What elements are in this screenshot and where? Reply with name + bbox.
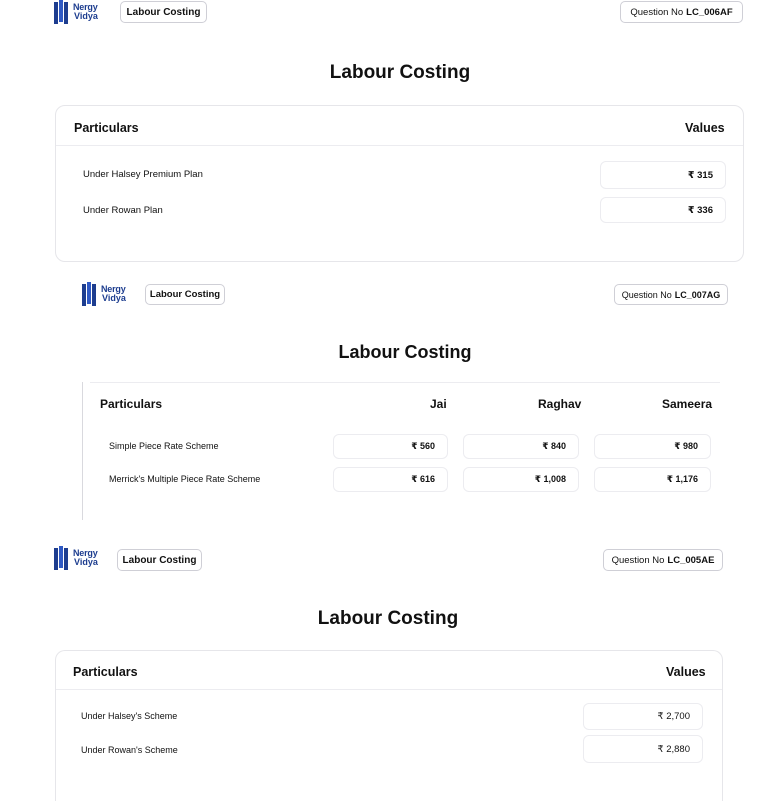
value-field-raghav-simple[interactable]: ₹ 840 — [463, 434, 579, 459]
row-label-merrick: Merrick's Multiple Piece Rate Scheme — [109, 474, 261, 484]
question-id: LC_005AE — [667, 554, 715, 566]
tag-labour-costing[interactable]: Labour Costing — [145, 284, 225, 305]
header-divider — [56, 145, 743, 146]
question-prefix: Question No — [611, 554, 665, 566]
nergy-vidya-logo[interactable] — [54, 0, 98, 24]
row-label-halsey-scheme: Under Halsey's Scheme — [81, 711, 178, 721]
value-field-halsey-scheme[interactable]: ₹ 2,700 — [583, 703, 703, 730]
header-jai: Jai — [430, 397, 447, 411]
row-label-rowan: Under Rowan Plan — [83, 205, 163, 216]
header-raghav: Raghav — [538, 397, 582, 411]
page-title: Labour Costing — [329, 62, 471, 83]
logo-line1: Nergy — [73, 2, 98, 12]
question-prefix: Question No — [630, 6, 684, 18]
question-id: LC_007AG — [674, 289, 721, 300]
value-field-jai-merrick[interactable]: ₹ 616 — [333, 467, 448, 492]
row-label-simple-piece-rate: Simple Piece Rate Scheme — [109, 441, 219, 451]
header-values: Values — [685, 121, 725, 135]
book-logo-icon — [54, 0, 70, 24]
row-label-halsey: Under Halsey Premium Plan — [83, 169, 203, 180]
value-field-sameera-simple[interactable]: ₹ 980 — [594, 434, 711, 459]
value-field-rowan-scheme[interactable]: ₹ 2,880 — [583, 735, 703, 763]
question-number-badge[interactable] — [603, 549, 723, 571]
tag-labour-costing[interactable]: Labour Costing — [120, 1, 207, 23]
page-title: Labour Costing — [338, 342, 472, 362]
book-logo-icon — [54, 546, 70, 570]
question-id: LC_006AF — [686, 6, 733, 18]
value-field-rowan[interactable]: ₹ 336 — [600, 197, 726, 223]
row-label-rowan-scheme: Under Rowan's Scheme — [81, 745, 178, 755]
question-number-badge[interactable] — [620, 1, 743, 23]
header-particulars: Particulars — [74, 121, 139, 135]
logo-line2: Vidya — [74, 11, 98, 21]
value-field-raghav-merrick[interactable]: ₹ 1,008 — [463, 467, 579, 492]
value-field-halsey[interactable]: ₹ 315 — [600, 161, 726, 189]
nergy-vidya-logo[interactable] — [82, 282, 126, 306]
page-title: Labour Costing — [317, 608, 459, 629]
question-prefix: Question No — [621, 289, 672, 300]
header-particulars: Particulars — [73, 665, 138, 679]
logo-line2: Vidya — [74, 557, 98, 567]
header-sameera: Sameera — [662, 397, 713, 411]
question-number-badge[interactable] — [614, 284, 728, 305]
card-left-border — [82, 382, 83, 520]
header-particulars: Particulars — [100, 397, 163, 411]
value-field-sameera-merrick[interactable]: ₹ 1,176 — [594, 467, 711, 492]
logo-line2: Vidya — [102, 293, 126, 303]
card-top-border — [90, 382, 720, 383]
header-values: Values — [666, 665, 706, 679]
nergy-vidya-logo[interactable] — [54, 546, 98, 570]
tag-labour-costing[interactable]: Labour Costing — [117, 549, 202, 571]
value-field-jai-simple[interactable]: ₹ 560 — [333, 434, 448, 459]
book-logo-icon — [82, 282, 98, 306]
header-divider — [56, 689, 722, 690]
logo-line1: Nergy — [73, 548, 98, 558]
logo-line1: Nergy — [101, 284, 126, 294]
